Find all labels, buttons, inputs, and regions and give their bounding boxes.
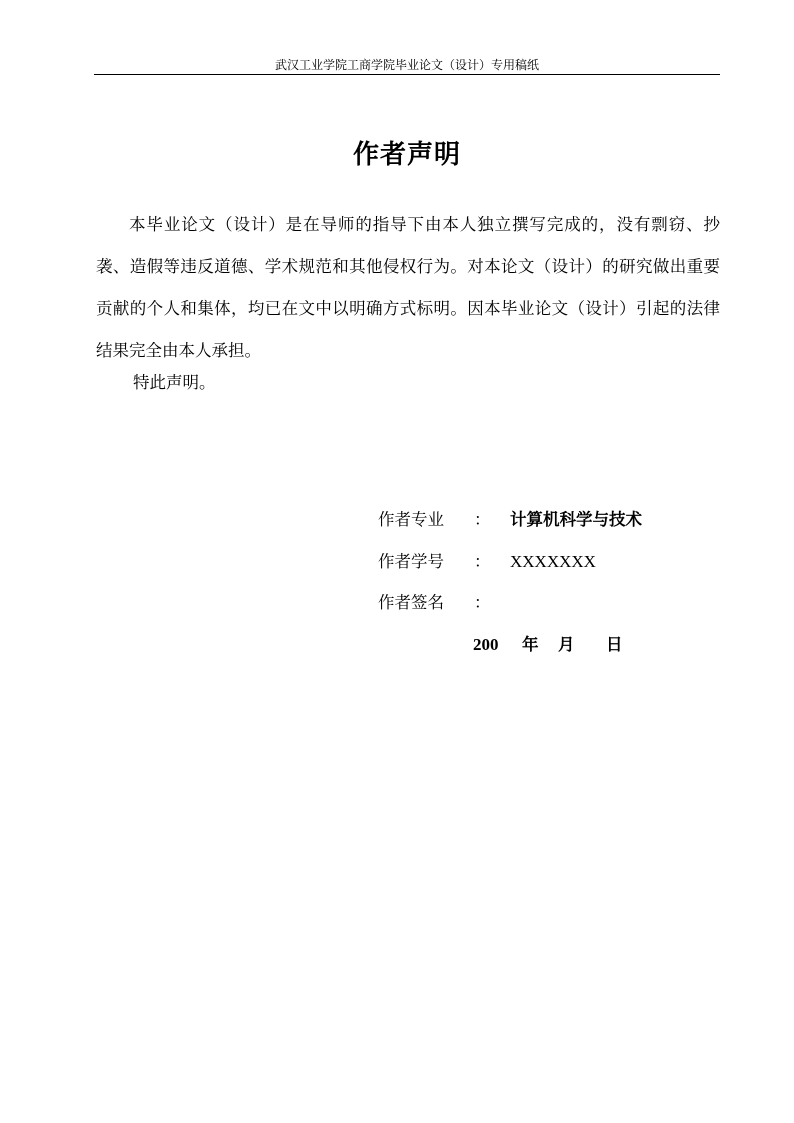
student-id-value: XXXXXXX <box>510 552 596 571</box>
date-month-unit: 月 <box>558 635 575 654</box>
closing-statement: 特此声明。 <box>133 373 216 392</box>
major-value: 计算机科学与技术 <box>510 510 642 529</box>
signature-label: 作者签名 <box>378 593 444 612</box>
declaration-paragraph: 本毕业论文（设计）是在导师的指导下由本人独立撰写完成的，没有剽窃、抄袭、造假等违反道德、学术规范和其他侵权行为。对本论文（设计）的研究做出重要贡献的个人和集体，均已在文中以明确方式标明。因本毕业论文（设计）引起的法律结果完全由本人承担。 <box>96 215 720 360</box>
date-year-unit: 年 <box>522 635 539 654</box>
date-year: 200 <box>473 635 499 654</box>
student-id-colon: ： <box>474 552 491 571</box>
major-colon: ： <box>474 510 491 529</box>
page-header-title: 武汉工业学院工商学院毕业论文（设计）专用稿纸 <box>274 58 539 72</box>
header-divider <box>94 74 720 75</box>
major-label: 作者专业 <box>378 510 444 529</box>
student-id-label: 作者学号 <box>378 552 444 571</box>
date-day-unit: 日 <box>606 635 623 654</box>
document-title: 作者声明 <box>352 140 461 170</box>
signature-colon: ： <box>474 593 491 612</box>
